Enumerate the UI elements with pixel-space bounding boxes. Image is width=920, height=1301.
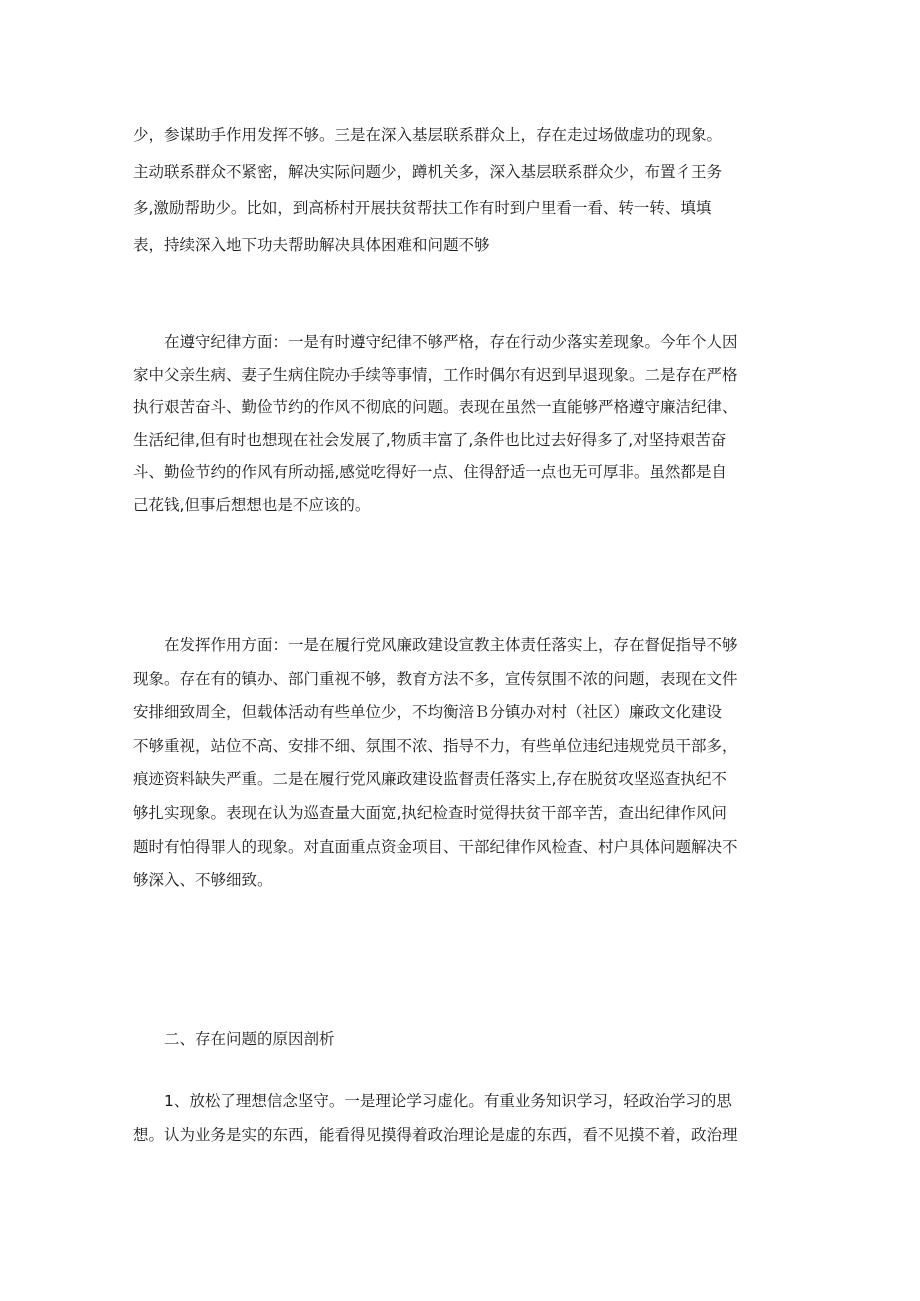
text-line: 不够重视，站位不高、安排不细、氛围不浓、指导不力，有些单位违纪违规党员干部多， bbox=[133, 736, 738, 755]
text-line: 题时有怕得罪人的现象。对直面重点资金项目、干部纪律作风检查、村户具体问题解决不 bbox=[133, 837, 738, 856]
text-line: 生活纪律,但有时也想现在社会发展了,物质丰富了,条件也比过去好得多了,对坚持艰苦奋 bbox=[133, 430, 727, 449]
text-line: 在发挥作用方面：一是在履行党风廉政建设宣教主体责任落实上，存在督促指导不够 bbox=[164, 636, 738, 654]
paragraph-discipline bbox=[133, 327, 803, 522]
paragraph-work-style bbox=[133, 120, 803, 267]
text-line: 执行艰苦奋斗、勤俭节约的作风不彻底的问题。表现在虽然一直能够严格遵守廉洁纪律、 bbox=[133, 398, 738, 416]
text-line: 多,激励帮助少。比如，到高桥村开展扶贫帮扶工作有时到户里看一看、转一转、填填 bbox=[133, 199, 712, 218]
text-line: 己花钱,但事后想想也是不应该的。 bbox=[133, 495, 371, 514]
text-line: 家中父亲生病、妻子生病住院办手续等事情，工作时偶尔有迟到早退现象。二是存在严格 bbox=[133, 365, 738, 384]
text-line: 表，持续深入地下功夫帮助解决具体困难和问题不够 bbox=[133, 236, 490, 255]
text-line: 想。认为业务是实的东西，能看得见摸得着政治理论是虚的东西，看不见摸不着，政治理 bbox=[133, 1126, 738, 1144]
text-line: 在遵守纪律方面：一是有时遵守纪律不够严格，存在行动少落实差现象。今年个人因 bbox=[164, 333, 738, 351]
paragraph-cause-1 bbox=[133, 1086, 803, 1154]
text-line: 少，参谋助手作用发挥不够。三是在深入基层联系群众上，存在走过场做虚功的现象。 bbox=[133, 126, 723, 144]
text-line: 主动联系群众不紧密，解决实际问题少，蹲机关多，深入基层联系群众少，布置彳王务 bbox=[133, 162, 723, 181]
text-line: 够扎实现象。表现在认为巡查量大面宽,执纪检查时觉得扶贫干部辛苦，查出纪律作风问 bbox=[133, 803, 727, 822]
text-line: 够深入、不够细致。 bbox=[133, 871, 273, 890]
text-line: 现象。存在有的镇办、部门重视不够，教育方法不多，宣传氛围不浓的问题，表现在文件 bbox=[133, 669, 738, 688]
text-line: 1、放松了理想信念坚守。一是理论学习虚化。有重业务知识学习，轻政治学习的思 bbox=[164, 1092, 732, 1110]
paragraph-role bbox=[133, 630, 803, 899]
text-line: 安排细致周全，但载体活动有些单位少，不均衡涪Ｂ分镇办对村（社区）廉政文化建设 bbox=[133, 703, 723, 722]
text-line: 痕迹资料缺失严重。二是在履行党风廉政建设监督责任落实上,存在脱贫攻坚巡查执纪不 bbox=[133, 770, 727, 789]
heading-text: 二、存在问题的原因剖析 bbox=[164, 1030, 335, 1048]
text-line: 斗、勤俭节约的作风有所动摇,感觉吃得好一点、住得舒适一点也无可厚非。虽然都是自 bbox=[133, 463, 727, 481]
section-heading bbox=[133, 1024, 803, 1054]
